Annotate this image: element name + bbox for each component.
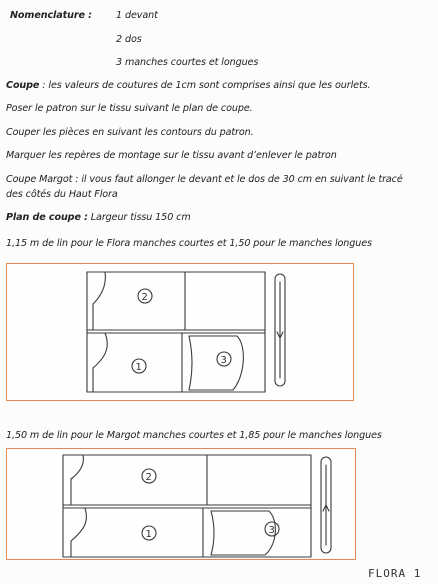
- step-text: Couper les pièces en suivant les contours du patron.: [6, 127, 254, 138]
- page-label: FLORA 1: [368, 567, 422, 580]
- manche-piece: [189, 336, 243, 390]
- piece-number-1: 1: [145, 529, 152, 540]
- plan-text: Largeur tissu 150 cm: [87, 212, 191, 223]
- margot-caption: 1,50 m de lin pour le Margot manches courtes et 1,85 pour le manches longues: [6, 430, 382, 441]
- fabric-outline: [87, 272, 265, 392]
- piece-number-2: 2: [141, 292, 148, 303]
- margot-cutting-diagram: [7, 449, 357, 561]
- step-text: Poser le patron sur le tissu suivant le plan de coupe.: [6, 103, 253, 114]
- dos-piece: [93, 272, 185, 330]
- piece-number-1: 1: [135, 362, 142, 373]
- piece-number-2: 2: [145, 472, 152, 483]
- plan-label: Plan de coupe :: [6, 212, 88, 223]
- piece-number-3: 3: [268, 525, 275, 536]
- coupe-label: Coupe: [6, 80, 40, 91]
- flora-caption: 1,15 m de lin pour le Flora manches courtes et 1,50 pour le manches longues: [6, 238, 372, 249]
- coupe-text: : les valeurs de coutures de 1cm sont comprises ainsi que les ourlets.: [39, 80, 371, 91]
- nomenclature-item: 1 devant: [116, 10, 158, 21]
- piece-number-3: 3: [220, 355, 227, 366]
- step-text: Marquer les repères de montage sur le tissu avant d’enlever le patron: [6, 150, 337, 161]
- nomenclature-item: 2 dos: [116, 34, 142, 45]
- margot-cutting-plan: [6, 448, 356, 560]
- nomenclature-title: Nomenclature :: [10, 10, 92, 21]
- devant-piece: [71, 508, 86, 557]
- margot-note: Coupe Margot : il vous faut allonger le devant et le dos de 30 cm en suivant le tracé des côtés du Haut Flora: [6, 174, 403, 200]
- flora-cutting-diagram: [7, 264, 355, 402]
- plan-de-coupe: [6, 212, 191, 223]
- devant-piece: [93, 333, 107, 392]
- dos-piece: [71, 455, 207, 505]
- flora-cutting-plan: [6, 263, 354, 401]
- nomenclature-item: 3 manches courtes et longues: [116, 57, 259, 68]
- coupe-paragraph: [6, 80, 370, 91]
